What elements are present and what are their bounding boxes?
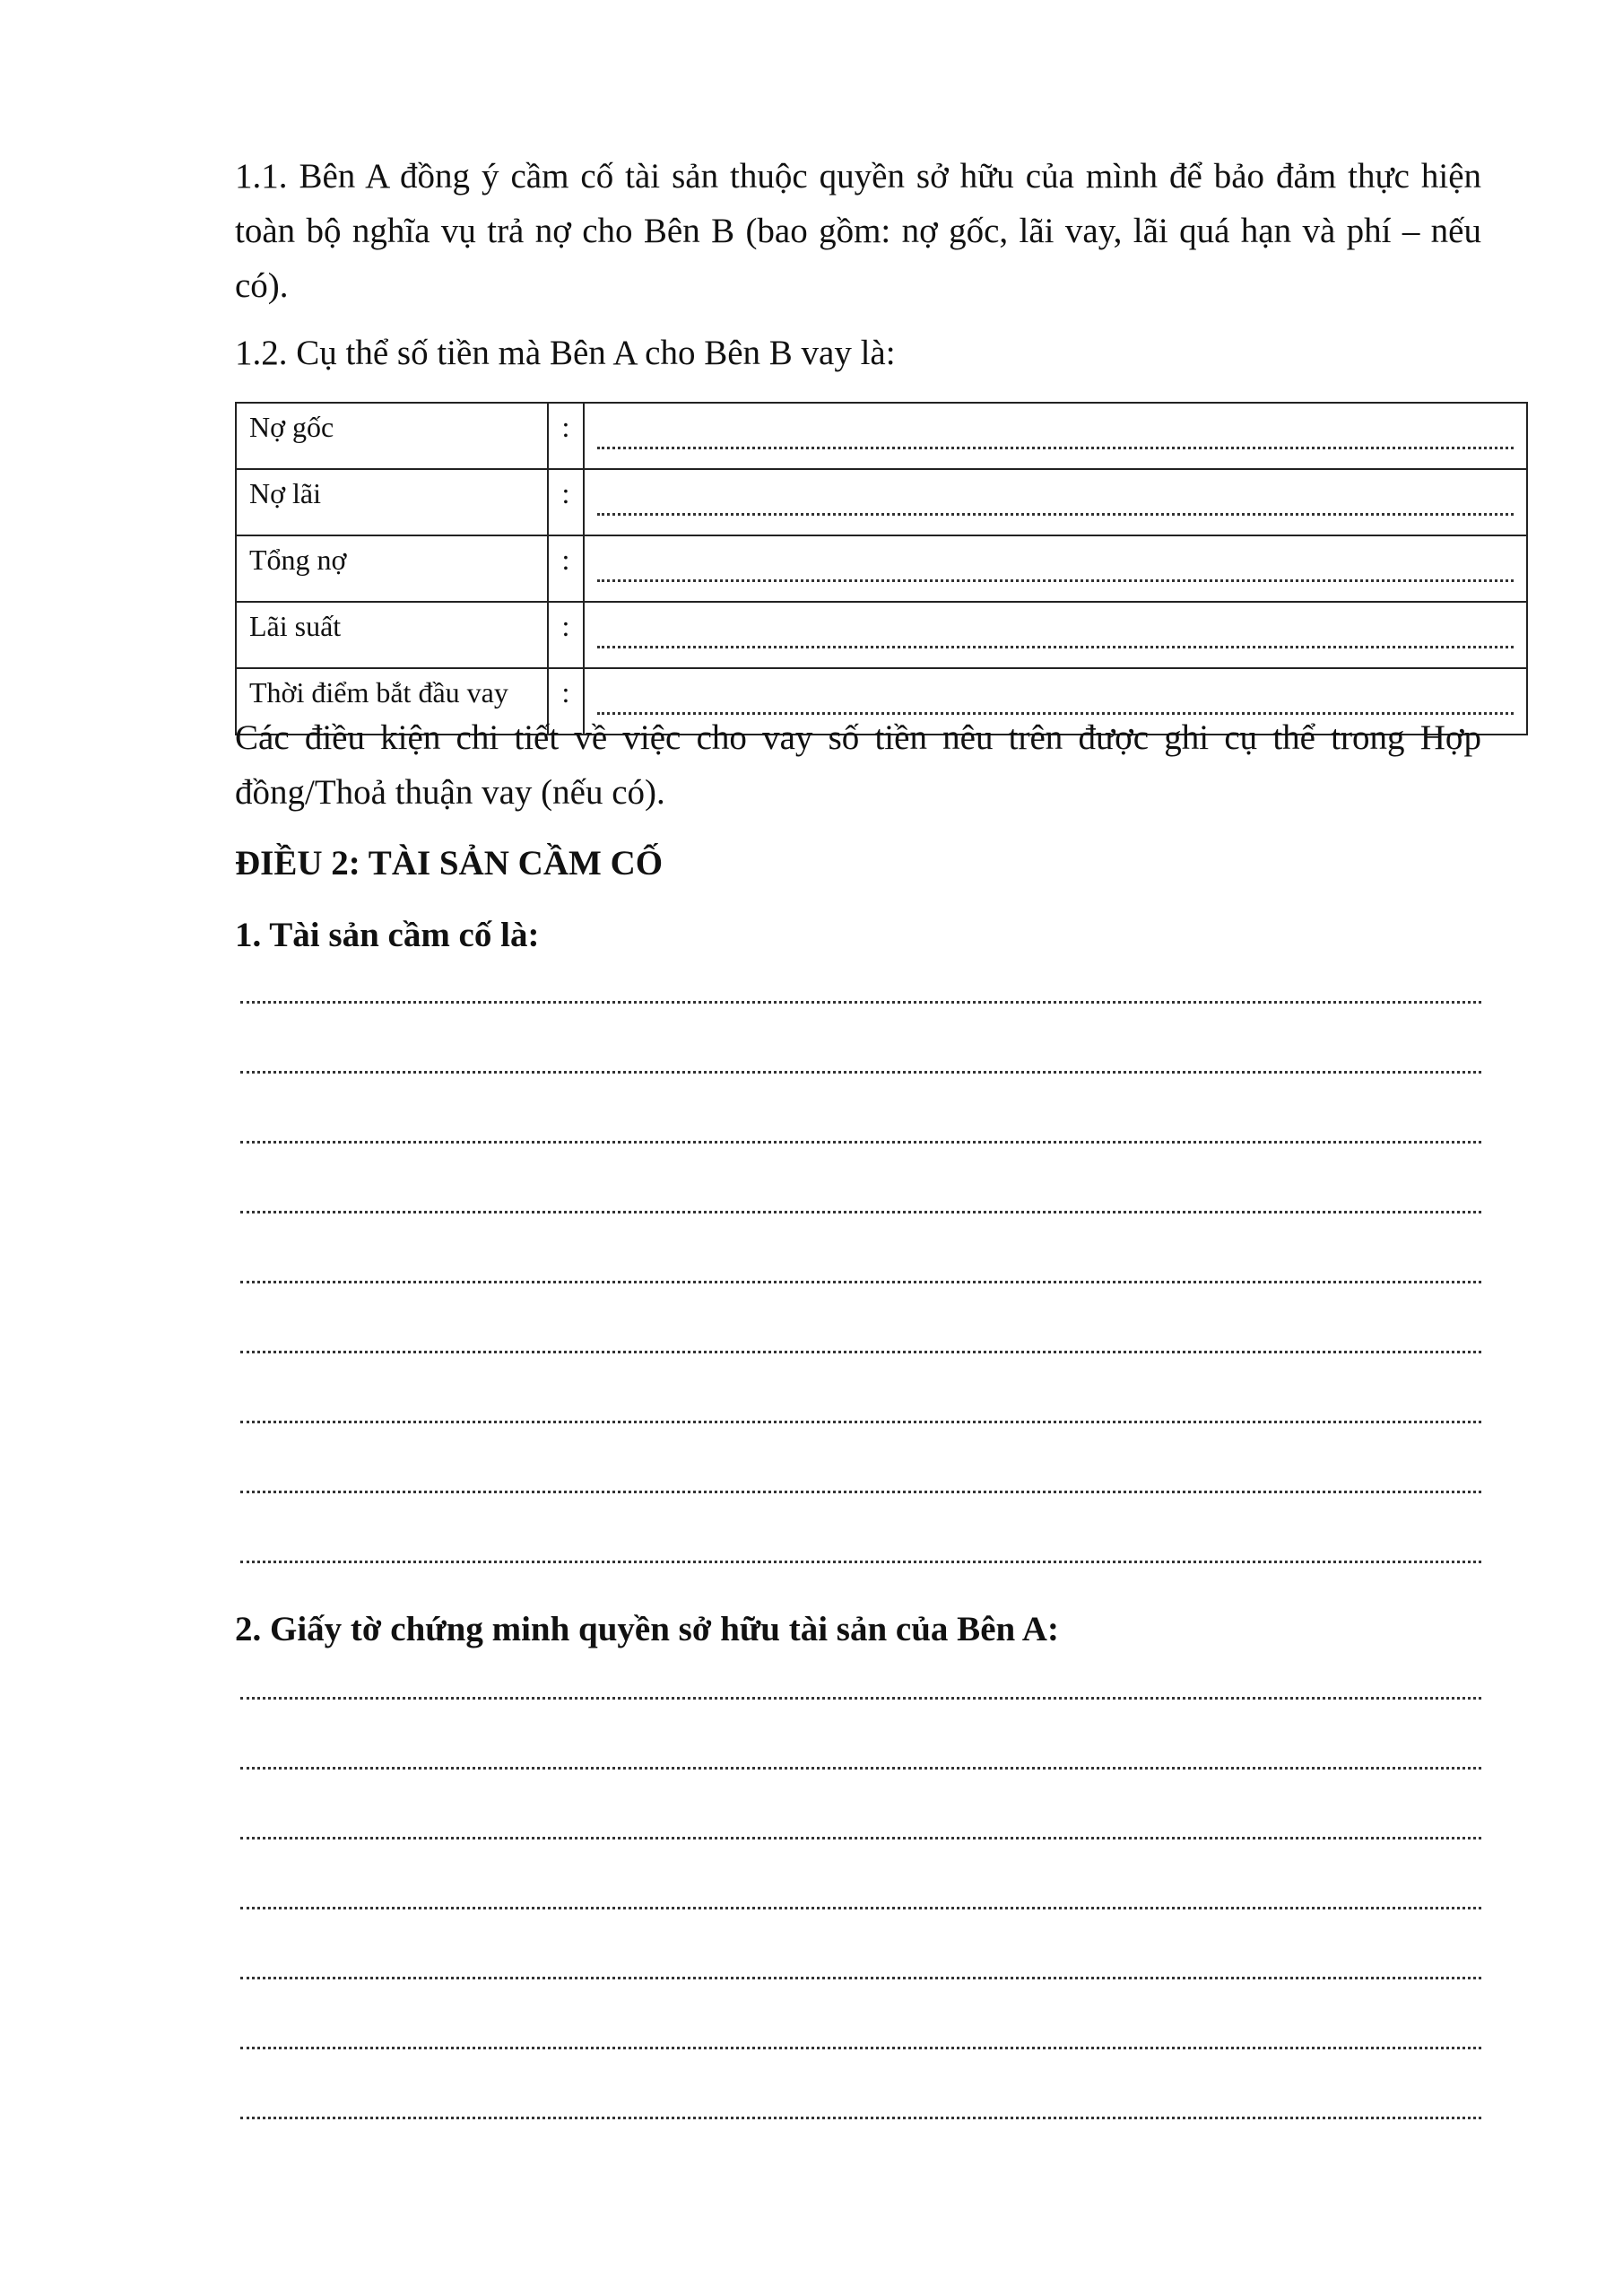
pledged-assets-heading: 1. Tài sản cầm cố là: [235, 916, 540, 954]
fill-in-field[interactable] [584, 602, 1527, 668]
table-row [236, 469, 1527, 535]
fill-in-field[interactable] [584, 535, 1527, 602]
row-label: Nợ gốc [236, 403, 548, 469]
fill-in-line[interactable] [240, 1973, 1481, 1979]
fill-in-line[interactable] [240, 1903, 1481, 1909]
table-row [236, 602, 1527, 668]
clause-1-1: 1.1. Bên A đồng ý cầm cố tài sản thuộc quyền sở hữu của mình để bảo đảm thực hiện toàn bộ nghĩa vụ trả nợ cho Bên B (bao gồm: nợ gốc, lãi vay, lãi quá hạn và phí – nếu có). [235, 157, 1481, 305]
loan-details-table [235, 402, 1528, 735]
row-label: Lãi suất [236, 602, 548, 668]
fill-in-field[interactable] [584, 403, 1527, 469]
clause-1-2: 1.2. Cụ thể số tiền mà Bên A cho Bên B vay là: [235, 334, 896, 372]
fill-in-field[interactable] [584, 469, 1527, 535]
row-label: Nợ lãi [236, 469, 548, 535]
row-label: Thời điểm bắt đầu vay [236, 668, 548, 735]
row-label: Tổng nợ [236, 535, 548, 602]
fill-in-line[interactable] [240, 1277, 1481, 1283]
fill-in-line[interactable] [240, 1557, 1481, 1563]
row-colon: : [548, 602, 584, 668]
fill-in-line[interactable] [240, 997, 1481, 1004]
fill-in-line[interactable] [240, 1417, 1481, 1423]
row-colon: : [548, 403, 584, 469]
row-colon: : [548, 535, 584, 602]
fill-in-line[interactable] [240, 1347, 1481, 1353]
fill-in-line[interactable] [240, 1763, 1481, 1770]
table-row [236, 403, 1527, 469]
fill-in-line[interactable] [240, 2113, 1481, 2119]
row-colon: : [548, 668, 584, 735]
row-colon: : [548, 469, 584, 535]
fill-in-line[interactable] [240, 2043, 1481, 2049]
fill-in-line[interactable] [240, 1137, 1481, 1144]
fill-in-line[interactable] [240, 1207, 1481, 1213]
fill-in-line[interactable] [240, 1067, 1481, 1074]
fill-in-line[interactable] [240, 1487, 1481, 1493]
table-row [236, 535, 1527, 602]
fill-in-line[interactable] [240, 1693, 1481, 1700]
article-2-heading: ĐIỀU 2: TÀI SẢN CẦM CỐ [235, 844, 664, 883]
fill-in-line[interactable] [240, 1833, 1481, 1839]
ownership-documents-heading: 2. Giấy tờ chứng minh quyền sở hữu tài sản của Bên A: [235, 1610, 1059, 1648]
conditions-note: Các điều kiện chi tiết về việc cho vay số tiền nêu trên được ghi cụ thể trong Hợp đồng/Thoả thuận vay (nếu có). [235, 718, 1481, 812]
